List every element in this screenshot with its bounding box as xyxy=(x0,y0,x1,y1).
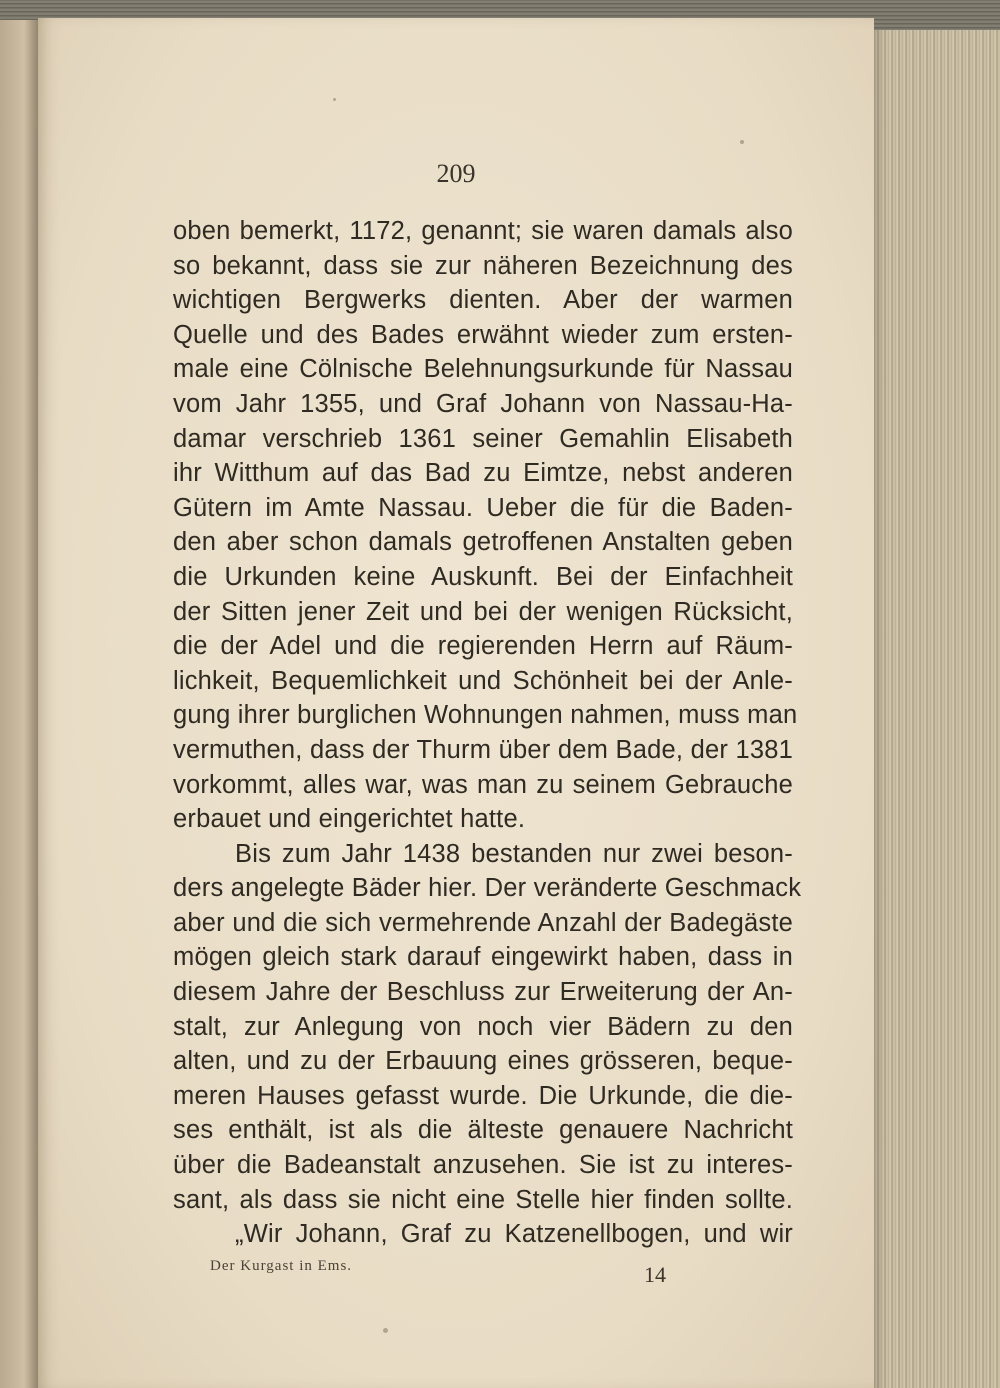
footer-signature: Der Kurgast in Ems. xyxy=(210,1258,353,1274)
body-text xyxy=(173,214,802,1252)
text-line: aber und die sich vermehrende Anzahl der Badegäste xyxy=(173,908,793,937)
text-line: der Sitten jener Zeit und bei der wenigen Rücksicht, xyxy=(173,597,793,626)
text-line: die der Adel und die regierenden Herrn auf Räum- xyxy=(173,632,793,661)
text-line: vom Jahr 1355, und Graf Johann von Nassau-Ha- xyxy=(173,389,793,418)
left-page-edge xyxy=(0,20,40,1388)
text-line: Quelle und des Bades erwähnt wieder zum ersten- xyxy=(173,320,793,349)
text-line: vermuthen, dass der Thurm über dem Bade, der 1381 xyxy=(173,735,793,764)
text-line: erbauet und eingerichtet hatte. xyxy=(173,805,526,834)
text-line: ses enthält, ist als die älteste genauere Nachricht xyxy=(173,1116,793,1145)
text-line: den aber schon damals getroffenen Anstalten geben xyxy=(173,528,793,557)
text-line: gung ihrer burglichen Wohnungen nahmen, muss man xyxy=(173,701,798,730)
text-line: alten, und zu der Erbauung eines grösseren, beque- xyxy=(173,1047,793,1076)
paper-speck xyxy=(333,98,336,101)
text-line: die Urkunden keine Auskunft. Bei der Einfachheit xyxy=(173,562,793,591)
text-line-paragraph-start: „Wir Johann, Graf zu Katzenellbogen, und wir xyxy=(235,1220,793,1249)
text-line: ders angelegte Bäder hier. Der veränderte Geschmack xyxy=(173,874,802,903)
text-line: meren Hauses gefasst wurde. Die Urkunde, die die- xyxy=(173,1081,793,1110)
text-line: oben bemerkt, 1172, genannt; sie waren damals also xyxy=(173,217,793,245)
paper-speck xyxy=(740,140,744,144)
paper-speck xyxy=(383,1328,388,1333)
text-line: ihr Witthum auf das Bad zu Eimtze, nebst anderen xyxy=(173,459,793,488)
text-line: male eine Cölnische Belehnungsurkunde für Nassau xyxy=(173,355,793,384)
text-line: Gütern im Amte Nassau. Ueber die für die Baden- xyxy=(173,493,793,522)
text-line: mögen gleich stark darauf eingewirkt haben, dass in xyxy=(173,943,793,972)
text-line: damar verschrieb 1361 seiner Gemahlin Elisabeth xyxy=(173,424,793,453)
text-line: lichkeit, Bequemlichkeit und Schönheit bei der Anle- xyxy=(173,666,793,695)
text-line-paragraph-start: Bis zum Jahr 1438 bestanden nur zwei beson- xyxy=(235,839,793,868)
text-line: diesem Jahre der Beschluss zur Erweiterung der An- xyxy=(173,978,793,1007)
text-line: so bekannt, dass sie zur näheren Bezeichnung des xyxy=(173,251,793,280)
footer-sheet-number: 14 xyxy=(644,1262,666,1287)
book-page xyxy=(38,18,874,1388)
text-line: vorkommt, alles war, was man zu seinem Gebrauche xyxy=(173,770,793,799)
text-line: wichtigen Bergwerks dienten. Aber der warmen xyxy=(173,286,793,315)
text-line: stalt, zur Anlegung von noch vier Bädern zu den xyxy=(173,1012,793,1041)
page-number: 209 xyxy=(436,159,476,188)
text-line: über die Badeanstalt anzusehen. Sie ist zu interes- xyxy=(173,1151,793,1180)
book-fore-edge xyxy=(866,30,1000,1388)
text-line: sant, als dass sie nicht eine Stelle hier finden sollte. xyxy=(173,1185,793,1214)
